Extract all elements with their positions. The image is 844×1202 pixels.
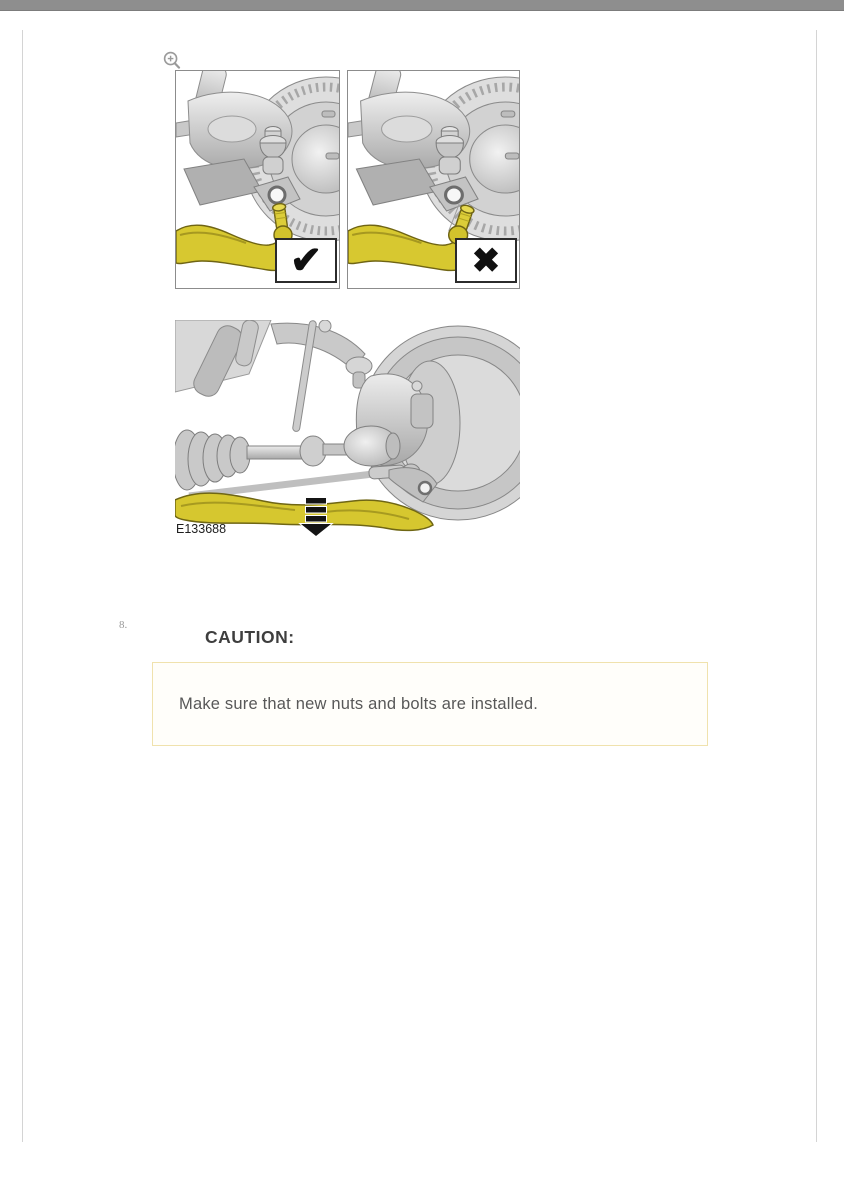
checkmark-icon: ✔ [290, 239, 322, 282]
caution-box [152, 662, 708, 746]
caution-text: Make sure that new nuts and bolts are installed. [179, 694, 539, 713]
cross-box [455, 238, 517, 283]
suspension-overview-illustration [175, 320, 520, 536]
cross-icon: ✖ [471, 241, 501, 280]
step-number: 8. [119, 619, 128, 631]
zoom-in-icon[interactable] [163, 51, 181, 69]
figure-overview [175, 320, 520, 536]
frame-incorrect [347, 70, 520, 289]
figure-label: E133688 [176, 522, 227, 536]
down-arrow-icon [301, 498, 331, 536]
check-box [275, 238, 337, 283]
top-bar [0, 0, 844, 11]
caution-heading: CAUTION: [205, 627, 295, 647]
frame-correct [175, 70, 340, 289]
